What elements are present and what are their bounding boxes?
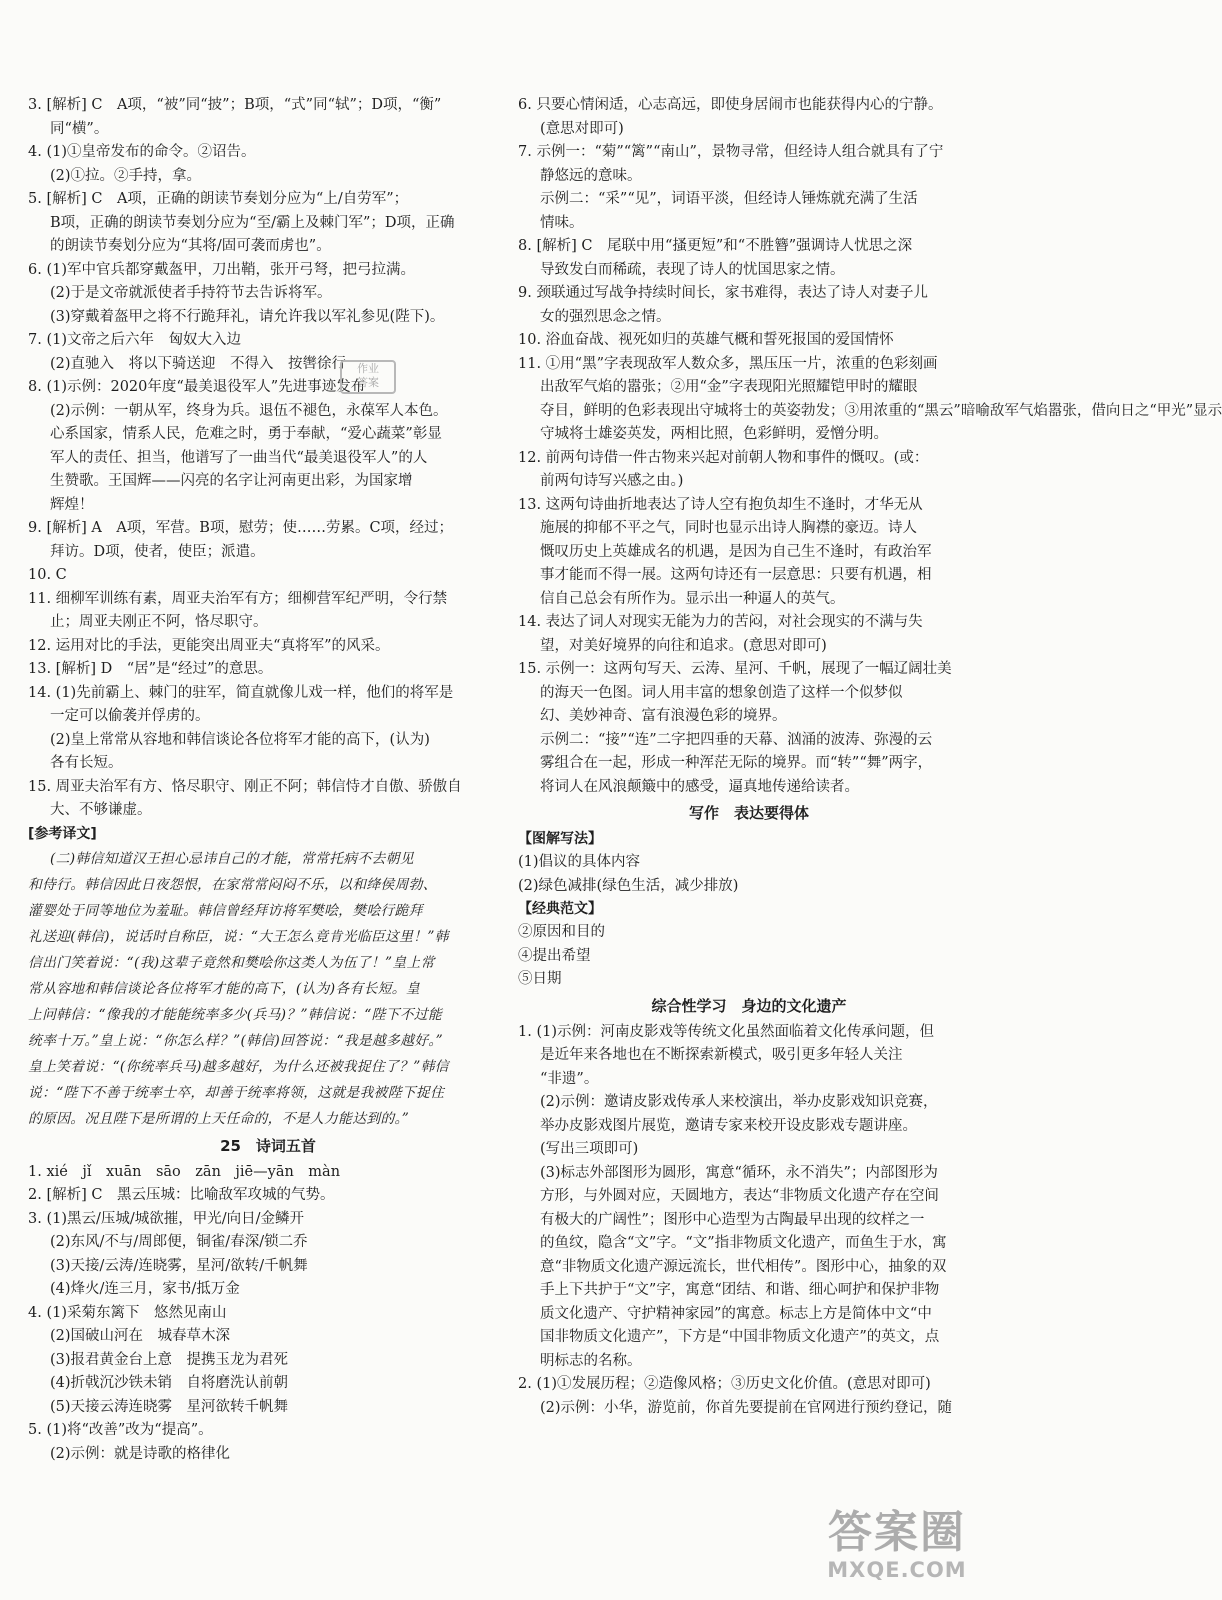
text-line: 说：“陛下不善于统率士卒，却善于统率将领，这就是我被陛下捉住 <box>28 1084 445 1101</box>
text-line: 3. [解析] C A项，“被”同“披”；B项，“式”同“轼”；D项，“衡” <box>28 97 442 113</box>
text-line: (2)示例：一朝从军，终身为兵。退伍不褪色，永葆军人本色。 <box>50 402 448 419</box>
text-line: (3)穿戴着盔甲之将不行跪拜礼，请允许我以军礼参见(陛下)。 <box>50 308 445 325</box>
text-line: ④提出希望 <box>518 947 591 964</box>
right-column <box>518 94 1222 1420</box>
text-line: 礼送迎(韩信)，说话时自称臣，说：“大王怎么竟肯光临臣这里！”韩 <box>28 928 449 945</box>
text-line: ⑤日期 <box>518 971 562 987</box>
text-line: 8. [解析] C 尾联中用“搔更短”和“不胜簪”强调诗人忧思之深 <box>518 238 913 254</box>
text-line: 3. (1)黑云/压城/城欲摧，甲光/向日/金鳞开 <box>28 1210 305 1227</box>
section-heading: 25 诗词五首 <box>220 1136 316 1155</box>
text-line: 2. (1)①发展历程；②造像风格；③历史文化价值。(意思对即可) <box>518 1376 931 1392</box>
text-line: (2)皇上常常从容地和韩信谈论各位将军才能的高下，(认为) <box>50 731 430 748</box>
text-line: 7. (1)文帝之后六年 匈奴大入边 <box>28 332 241 348</box>
text-line: 出敌军气焰的嚣张；②用“金”字表现阳光照耀铠甲时的耀眼 <box>540 379 918 395</box>
text-line: 2. [解析] C 黑云压城：比喻敌军攻城的气势。 <box>28 1187 335 1203</box>
stamp-text-1: 作业 <box>357 362 379 375</box>
text-line: 9. [解析] A A项，军营。B项，慰劳；使……劳累。C项，经过； <box>28 520 454 536</box>
text-line: 止；周亚夫刚正不阿，恪尽职守。 <box>50 614 268 630</box>
text-line: 的原因。况且陛下是所谓的上天任命的，不是人力能达到的。” <box>28 1110 410 1127</box>
text-line: 幻、美妙神奇、富有浪漫色彩的境界。 <box>540 708 787 724</box>
text-line: 大、不够谦虚。 <box>50 802 152 818</box>
section-heading: 综合性学习 身边的文化遗产 <box>651 996 847 1015</box>
text-line: B项，正确的朗读节奏划分应为“至/霸上及棘门军”；D项，正确 <box>50 214 455 231</box>
section-heading: 写作 表达要得体 <box>688 804 809 822</box>
text-line: 13. [解析] D “居”是“经过”的意思。 <box>28 661 273 677</box>
text-line: 14. 表达了词人对现实无能为力的苦闷，对社会现实的不满与失 <box>518 614 923 630</box>
watermark-logo <box>812 1508 982 1586</box>
text-line: 举办皮影戏图片展览，邀请专家来校开设皮影戏专题讲座。 <box>540 1117 917 1134</box>
text-line: (1)倡议的具体内容 <box>518 854 641 870</box>
text-line: 6. 只要心情闲适，心志高远，即使身居闹市也能获得内心的宁静。 <box>518 97 943 113</box>
text-line: (2)①拉。②手持，拿。 <box>50 167 202 184</box>
text-line: (5)天接云涛连晓雾 星河欲转千帆舞 <box>50 1398 289 1415</box>
text-line: 10. 浴血奋战、视死如归的英雄气概和誓死报国的爱国情怀 <box>518 332 894 348</box>
text-line: 7. 示例一：“菊”“篱”“南山”，景物寻常，但经诗人组合就具有了宁 <box>518 144 944 160</box>
text-line: 5. (1)将“改善”改为“提高”。 <box>28 1422 213 1438</box>
text-line: (意思对即可) <box>540 120 624 137</box>
text-line: 辉煌！ <box>50 496 94 513</box>
text-line: 生赞歌。王国辉——闪亮的名字让河南更出彩，为国家增 <box>50 473 413 489</box>
text-line: (3)报君黄金台上意 提携玉龙为君死 <box>50 1351 289 1368</box>
text-line: (4)折戟沉沙铁未销 自将磨洗认前朝 <box>50 1375 289 1391</box>
text-line: 【经典范文】 <box>518 901 602 917</box>
text-line: 15. 周亚夫治军有方、恪尽职守、刚正不阿；韩信恃才自傲、骄傲自 <box>28 778 462 795</box>
stamp-mark <box>340 360 396 394</box>
text-line: 1. (1)示例：河南皮影戏等传统文化虽然面临着文化传承问题，但 <box>518 1023 934 1040</box>
text-line: 11. 细柳军训练有素，周亚夫治军有方；细柳营军纪严明，令行禁 <box>28 590 448 607</box>
text-line: 是近年来各地也在不断探索新模式，吸引更多年轻人关注 <box>540 1047 903 1063</box>
text-line: 的鱼纹，隐含“文”字。“文”指非物质文化遗产，而鱼生于水，寓 <box>540 1235 947 1251</box>
text-line: 各有长短。 <box>50 755 123 771</box>
text-line: 慨叹历史上英雄成名的机遇，是因为自己生不逢时，有政治军 <box>540 543 932 560</box>
text-line: 12. 前两句诗借一件古物来兴起对前朝人物和事件的慨叹。(或： <box>518 449 929 466</box>
text-line: 将词人在风浪颠簸中的感受，逼真地传递给读者。 <box>540 778 859 795</box>
text-line: 心系国家，情系人民，危难之时，勇于奉献，“爱心蔬菜”彰显 <box>50 426 442 442</box>
text-line: 质文化遗产、守护精神家园”的寓意。标志上方是简体中文“中 <box>540 1305 932 1322</box>
text-line: 的朗读节奏划分应为“其将/固可袭而虏也”。 <box>50 238 331 254</box>
text-line: (4)烽火/连三月，家书/抵万金 <box>50 1281 240 1297</box>
text-line: 【图解写法】 <box>518 831 602 847</box>
text-line: 1. xié jǐ xuān sāo zān jiē—yān màn <box>28 1163 341 1180</box>
text-line: 9. 颈联通过写战争持续时间长，家书难得，表达了诗人对妻子儿 <box>518 285 928 301</box>
text-line: 守城将士雄姿英发，两相比照，色彩鲜明，爱憎分明。 <box>540 426 888 442</box>
text-line: (2)直驰入 将以下骑送迎 不得入 按辔徐行 <box>50 355 347 372</box>
text-line: (二)韩信知道汉王担心忌讳自己的才能，常常托病不去朝见 <box>50 850 414 867</box>
text-line: 拜访。D项，使者，使臣；派遣。 <box>50 543 265 560</box>
text-line: 示例二：“接”“连”二字把四垂的天幕、汹涌的波涛、弥漫的云 <box>540 731 933 748</box>
watermark-url: MXQE.COM <box>827 1558 967 1582</box>
text-line: 静悠远的意味。 <box>540 167 642 184</box>
text-line: (写出三项即可) <box>540 1141 639 1157</box>
text-line: 灌婴处于同等地位为羞耻。韩信曾经拜访将军樊哙，樊哙行跪拜 <box>28 902 423 919</box>
text-line: 女的强烈思念之情。 <box>540 308 671 325</box>
text-line: 手上下共护于“文”字，寓意“团结、和谐、细心呵护和保护非物 <box>540 1282 940 1298</box>
text-line: 有极大的广阔性”；图形中心造型为古陶最早出现的纹样之一 <box>540 1211 925 1228</box>
text-line: 方形，与外圆对应，天圆地方，表达“非物质文化遗产存在空间 <box>540 1188 939 1204</box>
text-line: 5. [解析] C A项，正确的朗读节奏划分应为“上/自劳军”； <box>28 191 409 207</box>
text-line: 12. 运用对比的手法，更能突出周亚夫“真将军”的风采。 <box>28 637 390 654</box>
text-line: 的海天一色图。词人用丰富的想象创造了这样一个似梦似 <box>540 684 903 701</box>
text-line: “非遗”。 <box>540 1070 599 1087</box>
text-line: [参考译文] <box>28 825 97 842</box>
text-line: 同“横”。 <box>50 120 109 137</box>
text-line: (2)东风/不与/周郎便，铜雀/春深/锁二乔 <box>50 1234 308 1250</box>
text-line: 情味。 <box>540 214 584 231</box>
text-line: 信出门笑着说：“(我)这辈子竟然和樊哙你这类人为伍了！”皇上常 <box>28 954 435 971</box>
text-line: 10. C <box>28 567 67 583</box>
text-line: 施展的抑郁不平之气，同时也显示出诗人胸襟的豪迈。诗人 <box>540 520 917 536</box>
text-line: (2)于是文帝就派使者手持符节去告诉将军。 <box>50 285 332 301</box>
text-line: (2)示例：就是诗歌的格律化 <box>50 1445 231 1462</box>
text-line: 意“非物质文化遗产源远流长，世代相传”。图形中心，抽象的双 <box>540 1258 947 1275</box>
left-column <box>28 94 508 1466</box>
text-line: 导致发白而稀疏，表现了诗人的忧国思家之情。 <box>540 261 845 278</box>
text-line: 一定可以偷袭并俘虏的。 <box>50 708 210 724</box>
text-line: 信自己总会有所作为。显示出一种逼人的英气。 <box>540 590 845 607</box>
text-line: 前两句诗写兴感之由。) <box>540 473 684 489</box>
text-line: (2)示例：小华，游览前，你首先要提前在官网进行预约登记，随 <box>540 1399 953 1416</box>
text-line: (2)国破山河在 城春草木深 <box>50 1328 231 1344</box>
text-line: 望，对美好境界的向往和追求。(意思对即可) <box>540 637 827 654</box>
text-line: 4. (1)①皇帝发布的命令。②诏告。 <box>28 144 256 160</box>
text-line: 皇上笑着说：“(你统率兵马)越多越好，为什么还被我捉住了？”韩信 <box>28 1058 449 1075</box>
stamp-text-2: 答案 <box>357 376 379 389</box>
text-line: (2)示例：邀请皮影戏传承人来校演出，举办皮影戏知识竞赛， <box>540 1094 938 1110</box>
text-line: 事才能而不得一展。这两句诗还有一层意思：只要有机遇，相 <box>540 567 932 583</box>
text-line: 明标志的名称。 <box>540 1352 642 1369</box>
text-line: 15. 示例一：这两句写天、云涛、星河、千帆，展现了一幅辽阔壮美 <box>518 661 952 677</box>
text-line: 6. (1)军中官兵都穿戴盔甲，刀出鞘，张开弓弩，把弓拉满。 <box>28 261 415 278</box>
text-line: 统率十万。”皇上说：“你怎么样？”(韩信)回答说：“我是越多越好。” <box>28 1032 443 1049</box>
text-line: 常从容地和韩信谈论各位将军才能的高下，(认为)各有长短。皇 <box>28 980 420 997</box>
text-line: 13. 这两句诗曲折地表达了诗人空有抱负却生不逢时，才华无从 <box>518 496 923 513</box>
text-line: 上问韩信：“像我的才能能统率多少(兵马)？”韩信说：“陛下不过能 <box>28 1006 443 1023</box>
text-line: 14. (1)先前霸上、棘门的驻军，简直就像儿戏一样，他们的将军是 <box>28 684 454 701</box>
text-line: 军人的责任、担当，他谱写了一曲当代“最美退役军人”的人 <box>50 449 428 466</box>
text-line: 雾组合在一起，形成一种浑茫无际的境界。而“转”“舞”两字， <box>540 755 933 771</box>
text-line: 国非物质文化遗产”，下方是“中国非物质文化遗产”的英文，点 <box>540 1329 940 1345</box>
text-line: (3)天接/云涛/连晓雾，星河/欲转/千帆舞 <box>50 1257 308 1274</box>
text-line: 和侍行。韩信因此日夜怨恨，在家常常闷闷不乐，以和绛侯周勃、 <box>28 876 437 893</box>
text-line: 11. ①用“黑”字表现敌军人数众多，黑压压一片，浓重的色彩刻画 <box>518 355 938 372</box>
text-line: 夺目，鲜明的色彩表现出守城将士的英姿勃发；③用浓重的“黑云”暗喻敌军气焰嚣张，借向日之“甲光”显示 <box>540 402 1222 419</box>
text-line: (3)标志外部图形为圆形，寓意“循环，永不消失”；内部图形为 <box>540 1164 938 1181</box>
text-line: ②原因和目的 <box>518 924 605 940</box>
text-line: (2)绿色减排(绿色生活，减少排放) <box>518 877 739 894</box>
text-line: 8. (1)示例：2020年度“最美退役军人”先进事迹发布 <box>28 379 366 395</box>
text-line: 4. (1)采菊东篱下 悠然见南山 <box>28 1304 227 1321</box>
watermark-title: 答案圈 <box>828 1507 966 1558</box>
text-line: 示例二：“采”“见”，词语平淡，但经诗人锤炼就充满了生活 <box>540 191 918 207</box>
